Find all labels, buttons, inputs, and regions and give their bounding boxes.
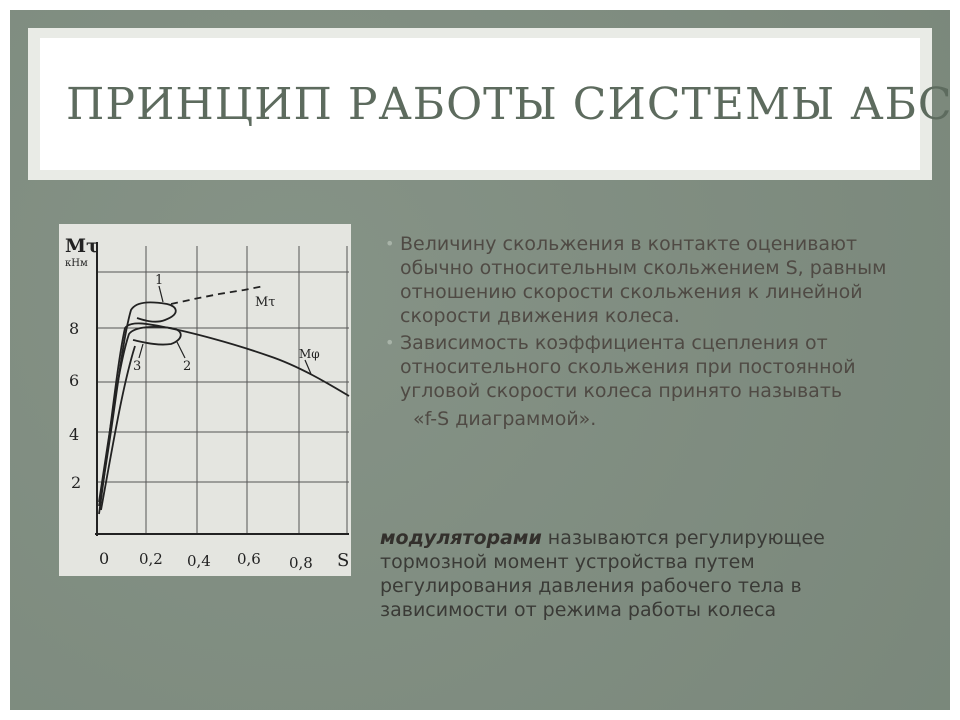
curve-mt-dashed [171,286,264,304]
leader-2 [177,342,185,358]
diagram-svg [59,224,351,576]
modulators-note [380,526,900,622]
x-tick-label: 0,6 [237,550,261,568]
note-text: называются регулирующее тормозной момент устройства путем регулирования давления рабочего тела в зависимости от режима работы колеса [380,527,825,621]
y-axis-unit: кНм [65,258,88,269]
bullet-dot-icon: • [385,234,395,253]
y-tick-label: 2 [71,473,82,492]
bullet-text: Зависимость коэффициента сцепления от относительного скольжения при постоянной угловой скорости колеса принято называть [400,332,856,402]
y-tick-label: 4 [69,425,80,444]
x-tick-label: 0,2 [139,550,163,568]
axes [95,242,349,536]
mt-s-diagram [59,224,351,576]
curve-label-2: 2 [183,359,192,374]
bullet-text: Величину скольжения в контакте оценивают обычно относительным скольжением S, равным отношению скорости скольжения к линейной скорости движения колеса. [400,233,887,327]
leader-3 [139,344,143,358]
labels [65,235,349,572]
x-tick-label: 0,8 [289,554,313,572]
title-band [28,28,953,180]
x-tick-label: 0,4 [187,552,211,570]
slide-title: ПРИНЦИП РАБОТЫ СИСТЕМЫ АБС [66,78,953,130]
x-tick-label: S [337,550,350,571]
y-axis-symbol: Mτ [65,235,99,257]
bullet-item [385,331,920,431]
title-box [40,38,953,170]
bullet-dot-icon: • [385,333,395,352]
curve-label-1: 1 [155,273,164,288]
curve-label-3: 3 [133,359,142,374]
x-tick-label: 0 [99,549,110,568]
y-tick-label: 8 [69,319,80,338]
note-keyword: модуляторами [380,527,542,549]
slide-background [10,10,953,710]
leader-1 [159,286,163,302]
y-tick-label: 6 [69,371,80,390]
curves [99,286,349,514]
curve-1 [99,302,176,506]
curve-label-mt: Mτ [255,295,276,310]
grid [97,246,349,534]
bullet-item [385,232,920,328]
bullet-list [385,232,920,434]
bullet-subline: «f-S диаграммой». [413,408,597,430]
curve-label-mf: Mφ [299,347,320,361]
